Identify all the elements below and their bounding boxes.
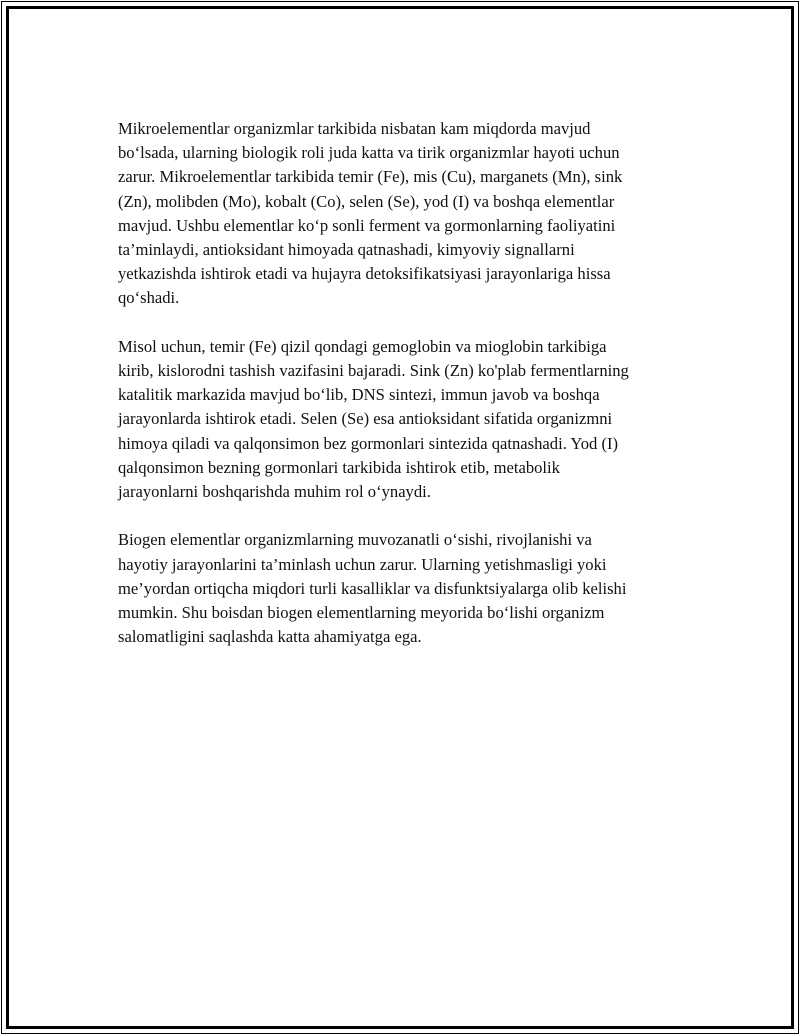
paragraph-microelements: Mikroelementlar organizmlar tarkibida nisbatan kam miqdorda mavjud bo‘lsada, ularning biologik roli juda katta va tirik organizmlar hayoti uchun zarur. Mikroelementlar tarkibida temir (Fe), mis (Cu), marganets (Mn), sink (Zn), molibden (Mo), kobalt (Co), selen (Se), yod (I) va boshqa elementlar mavjud. Ushbu elementlar ko‘p sonli ferment va gormonlarning faoliyatini ta’minlaydi, antioksidant himoyada qatnashadi, kimyoviy signallarni yetkazishda ishtirok etadi va hujayra detoksifikatsiyasi jarayonlariga hissa qo‘shadi. xyxy=(118,119,623,308)
document-body xyxy=(118,117,690,674)
paragraph-biogen-elements: Biogen elementlar organizmlarning muvozanatli o‘sishi, rivojlanishi va hayotiy jarayonlarini ta’minlash uchun zarur. Ularning yetishmasligi yoki me’yordan ortiqcha miqdori turli kasalliklar va disfunktsiyalarga olib kelishi mumkin. Shu boisdan biogen elementlarning meyorida bo‘lishi organizm salomatligini saqlashda katta ahamiyatga ega. xyxy=(118,530,627,647)
paragraph-examples: Misol uchun, temir (Fe) qizil qondagi gemoglobin va mioglobin tarkibiga kirib, kislorodni tashish vazifasini bajaradi. Sink (Zn) ko'plab fermentlarning katalitik markazida mavjud bo‘lib, DNS sintezi, immun javob va boshqa jarayonlarda ishtirok etadi. Selen (Se) esa antioksidant sifatida organizmni himoya qiladi va qalqonsimon bez gormonlari sintezida qatnashadi. Yod (I) qalqonsimon bezning gormonlari tarkibida ishtirok etib, metabolik jarayonlarni boshqarishda muhim rol o‘ynaydi. xyxy=(118,336,629,502)
